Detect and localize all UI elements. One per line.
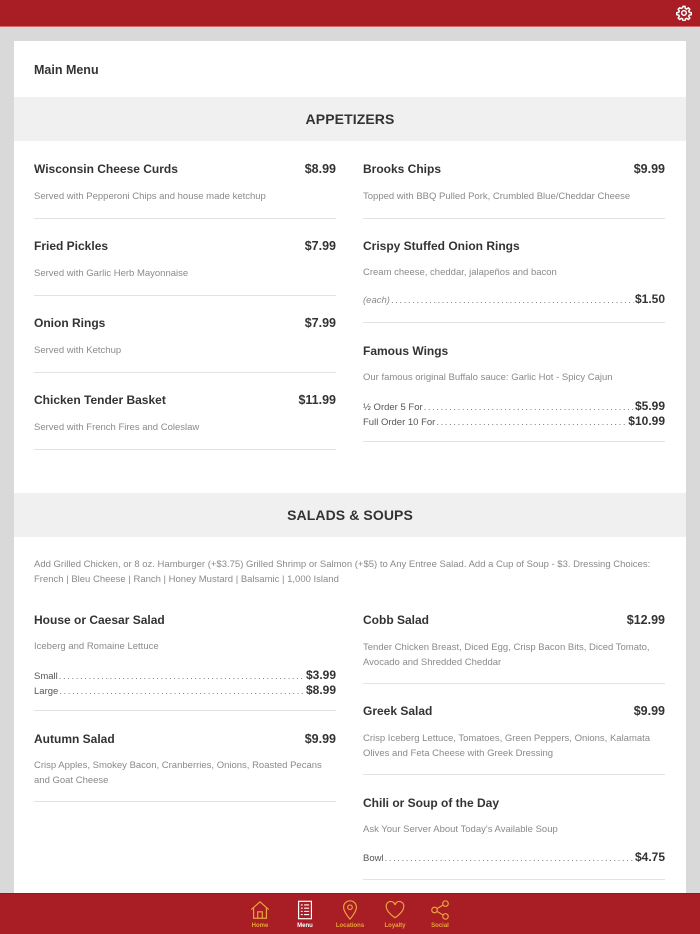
gear-icon[interactable] xyxy=(676,5,692,21)
option-label: Small xyxy=(34,671,58,682)
item-description: Served with Garlic Herb Mayonnaise xyxy=(34,268,189,279)
section-header-salads-soups: SALADS & SOUPS xyxy=(14,493,686,537)
item-description: Ask Your Server About Today's Available Soup xyxy=(363,824,558,835)
item-name: Brooks Chips xyxy=(363,162,442,176)
item-description: Crisp Iceberg Lettuce, Tomatoes, Green Peppers, Onions, Kalamata Olives and Feta Cheese with Greek Dressing xyxy=(363,733,651,759)
leader-dots xyxy=(391,295,634,306)
item-description: Our famous original Buffalo sauce: Garlic Hot - Spicy Cajun xyxy=(363,372,613,383)
option-label: Bowl xyxy=(363,853,384,864)
item-price: $12.99 xyxy=(626,613,665,627)
tab-home[interactable] xyxy=(238,894,283,934)
menu-item[interactable] xyxy=(363,796,665,880)
item-price: $7.99 xyxy=(304,239,336,253)
tab-social[interactable] xyxy=(418,894,463,934)
item-description: Served with French Fires and Coleslaw xyxy=(34,422,200,433)
menu-item[interactable] xyxy=(34,393,336,450)
tab-locations[interactable] xyxy=(328,894,373,934)
menu-item[interactable] xyxy=(363,239,665,323)
tab-label: Loyalty xyxy=(384,923,406,929)
menu-item[interactable] xyxy=(34,239,336,296)
leader-dots xyxy=(424,402,634,413)
item-name: Fried Pickles xyxy=(34,239,109,253)
option-label: ½ Order 5 For xyxy=(363,402,423,413)
item-name: Onion Rings xyxy=(34,316,106,330)
option-price: $5.99 xyxy=(634,399,665,413)
item-price: $9.99 xyxy=(304,732,336,746)
menu-card xyxy=(14,41,686,893)
tab-label: Menu xyxy=(297,923,313,929)
item-description: Topped with BBQ Pulled Pork, Crumbled Blue/Cheddar Cheese xyxy=(363,191,631,202)
menu-item[interactable] xyxy=(363,344,665,442)
top-bar xyxy=(0,0,700,27)
menu-item[interactable] xyxy=(34,613,336,711)
bottom-nav xyxy=(0,893,700,934)
tab-menu[interactable] xyxy=(283,894,328,934)
item-name: Famous Wings xyxy=(363,344,449,358)
menu-item[interactable] xyxy=(34,732,336,802)
item-description: Served with Pepperoni Chips and house made ketchup xyxy=(34,191,266,202)
option-price: $4.75 xyxy=(634,850,665,864)
item-name: Chicken Tender Basket xyxy=(34,393,166,407)
item-price: $9.99 xyxy=(633,162,665,176)
leader-dots xyxy=(59,686,305,697)
menu-item[interactable] xyxy=(363,704,665,775)
tab-label: Locations xyxy=(335,923,365,929)
price-option xyxy=(363,292,665,307)
share-icon xyxy=(429,899,451,921)
item-name: Autumn Salad xyxy=(34,732,115,746)
tab-loyalty[interactable] xyxy=(373,894,418,934)
price-option xyxy=(363,414,665,429)
page-title: Main Menu xyxy=(34,63,99,77)
item-name: Greek Salad xyxy=(363,704,433,718)
option-price: $10.99 xyxy=(628,414,665,428)
menu-item[interactable] xyxy=(34,316,336,373)
item-description: Crisp Apples, Smokey Bacon, Cranberries, Onions, Roasted Pecans and Goat Cheese xyxy=(34,760,322,786)
price-option xyxy=(34,668,336,683)
item-price: $7.99 xyxy=(304,316,336,330)
option-price: $8.99 xyxy=(305,683,336,697)
price-option xyxy=(363,399,665,414)
item-name: House or Caesar Salad xyxy=(34,613,165,627)
item-name: Cobb Salad xyxy=(363,613,430,627)
option-label: (each) xyxy=(363,295,390,306)
item-name: Crispy Stuffed Onion Rings xyxy=(363,239,520,253)
item-price: $8.99 xyxy=(304,162,336,176)
leader-dots xyxy=(436,417,627,428)
item-description: Tender Chicken Breast, Diced Egg, Crisp Bacon Bits, Diced Tomato, Avocado and Shredded Cheddar xyxy=(363,642,650,668)
price-option xyxy=(34,683,336,698)
tab-label: Home xyxy=(251,923,269,929)
item-description: Iceberg and Romaine Lettuce xyxy=(34,641,159,652)
menu-item[interactable] xyxy=(363,613,665,684)
home-icon xyxy=(249,899,271,921)
option-label: Full Order 10 For xyxy=(363,417,436,428)
leader-dots xyxy=(385,853,634,864)
price-option xyxy=(363,850,665,865)
option-label: Large xyxy=(34,686,59,697)
item-price: $11.99 xyxy=(298,393,336,407)
location-pin-icon xyxy=(339,899,361,921)
section-note: Add Grilled Chicken, or 8 oz. Hamburger (+$3.75) Grilled Shrimp or Salmon (+$5) to Any Entree Salad. Add a Cup of Soup - $3. Dressing Choices: French | Bleu Cheese | Ranch | Honey Mustard | Balsamic | 1,000 Island xyxy=(34,559,651,585)
item-name: Wisconsin Cheese Curds xyxy=(34,162,178,176)
section-header-appetizers: APPETIZERS xyxy=(14,97,686,141)
menu-item[interactable] xyxy=(34,162,336,219)
menu-list-icon xyxy=(294,899,316,921)
option-price: $3.99 xyxy=(305,668,336,682)
item-price: $9.99 xyxy=(633,704,665,718)
item-description: Cream cheese, cheddar, jalapeños and bacon xyxy=(363,267,557,278)
menu-item[interactable] xyxy=(363,162,665,219)
heart-icon xyxy=(384,899,406,921)
item-description: Served with Ketchup xyxy=(34,345,122,356)
option-price: $1.50 xyxy=(634,292,665,306)
leader-dots xyxy=(59,671,305,682)
tab-label: Social xyxy=(431,923,449,929)
item-name: Chili or Soup of the Day xyxy=(363,796,500,810)
